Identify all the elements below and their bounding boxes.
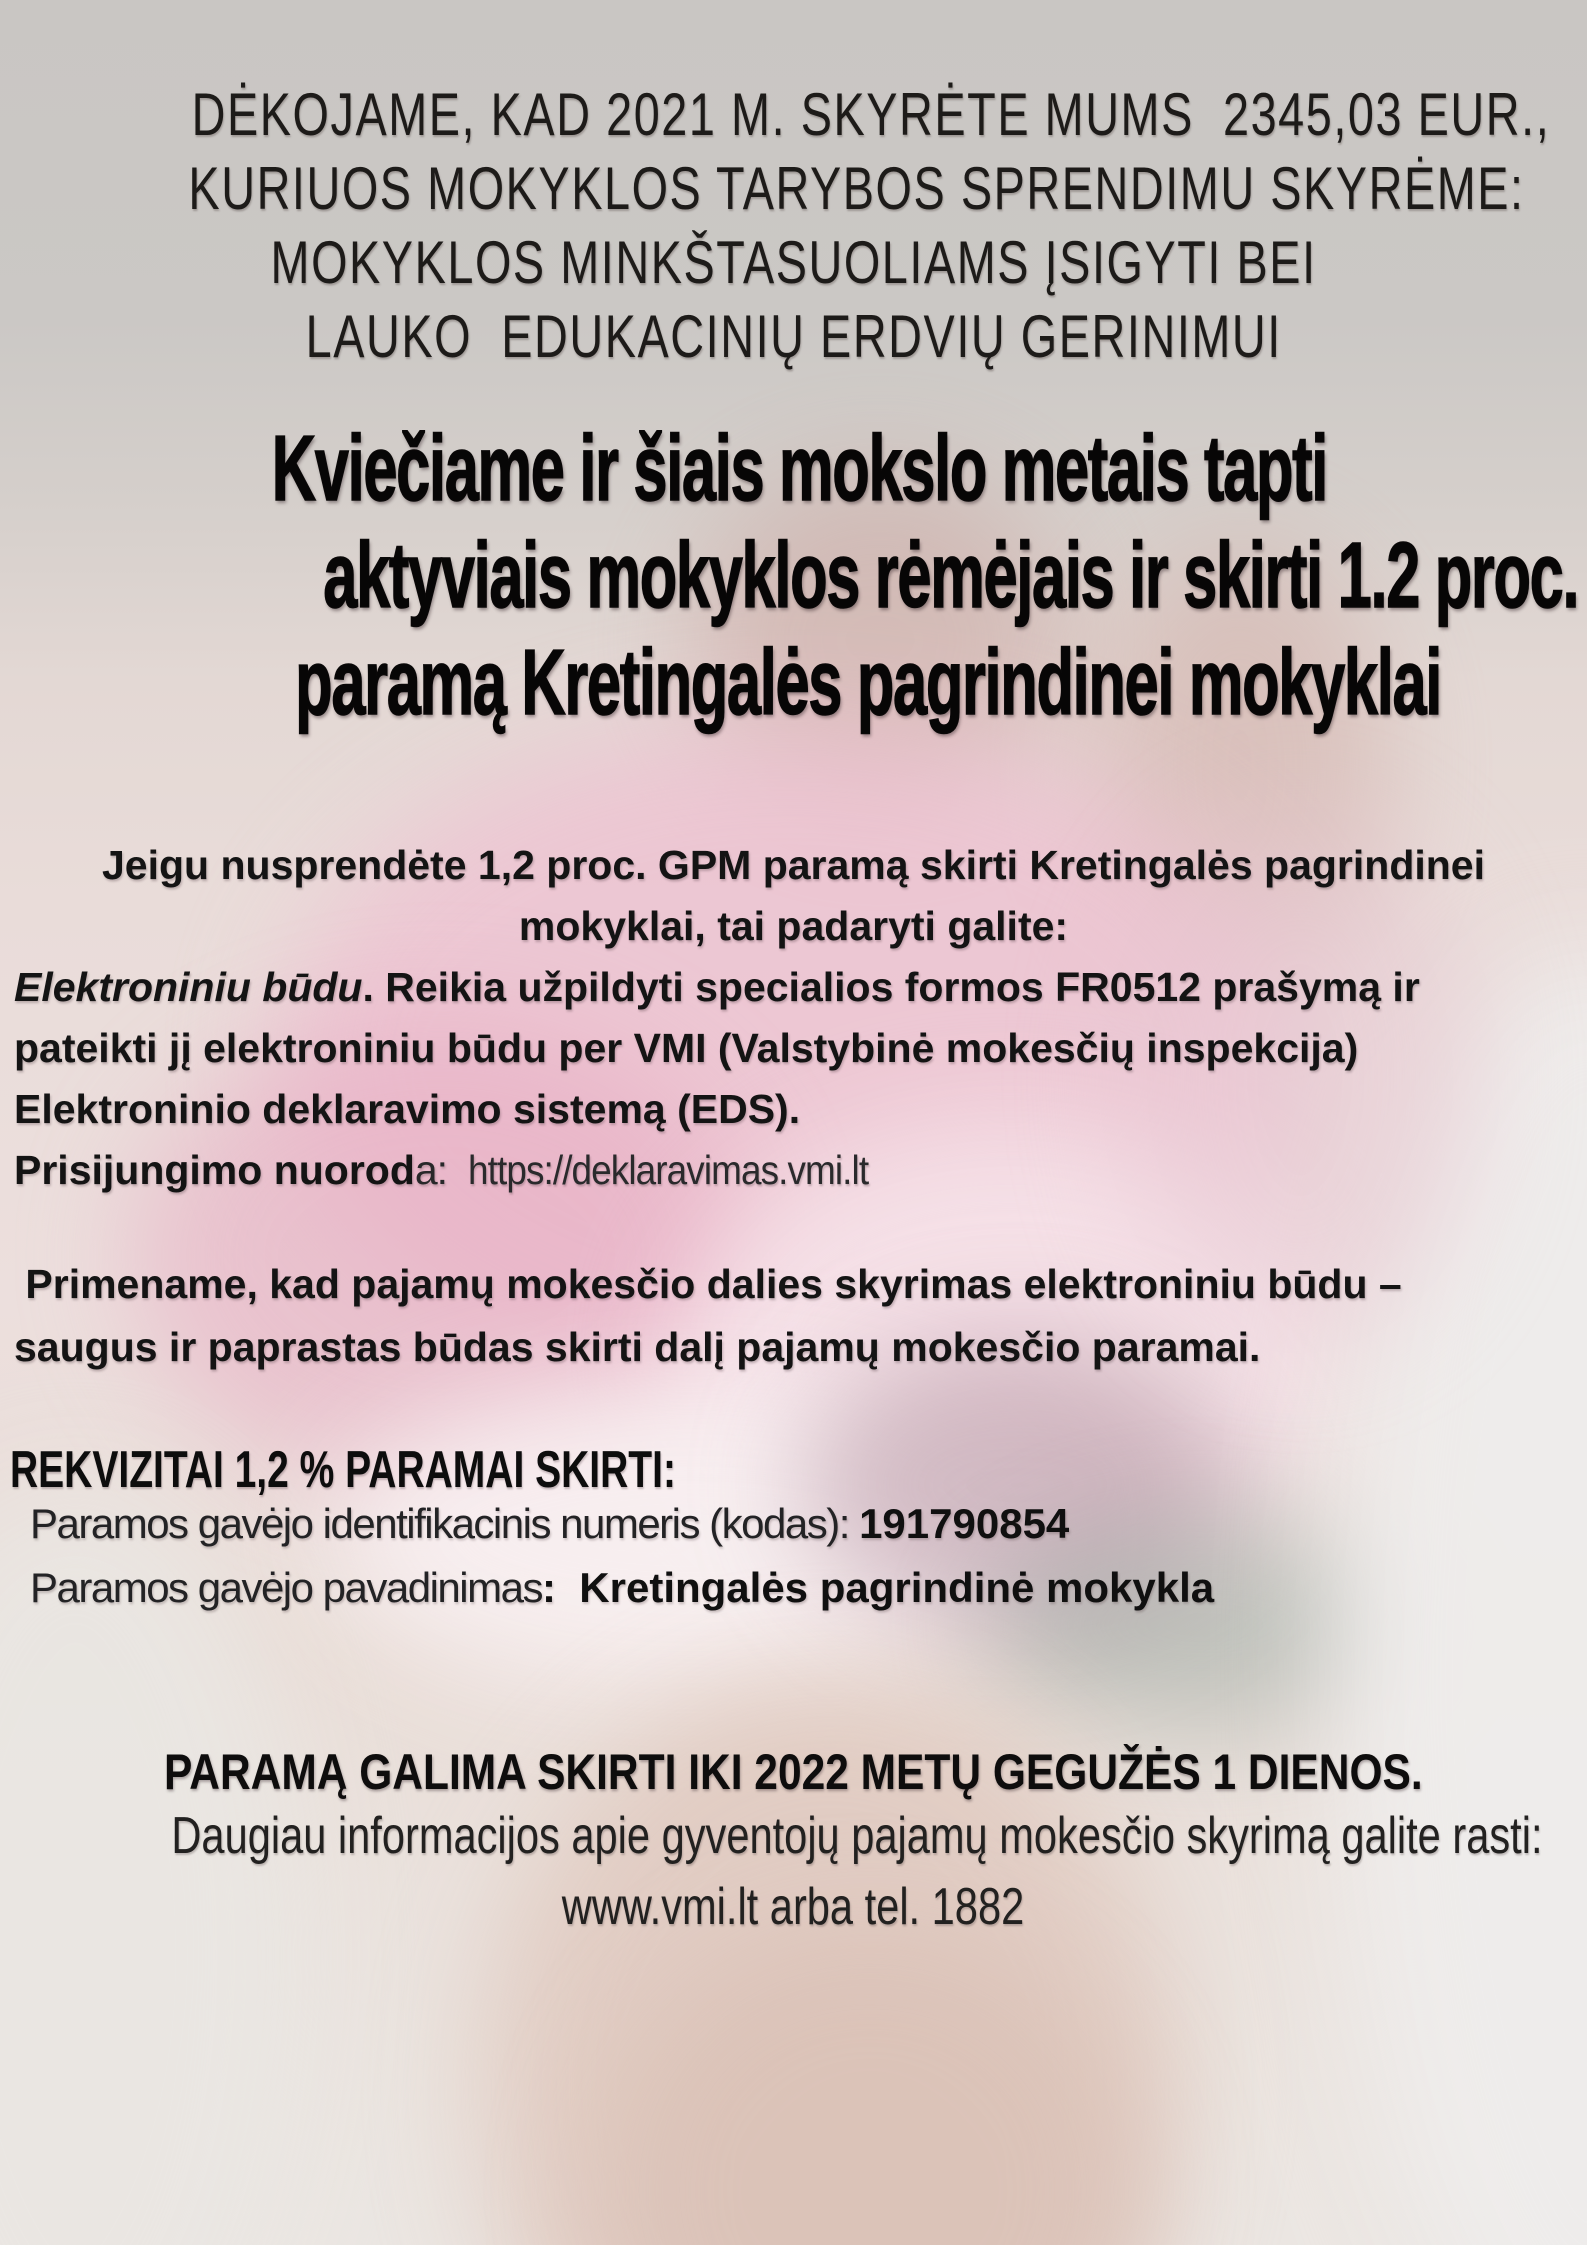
headline-line-1: Kviečiame ir šiais mokslo metais tapti xyxy=(271,416,1327,520)
instructions-section xyxy=(14,835,1573,1201)
method-emphasis: Elektroniniu būdu xyxy=(14,964,363,1010)
headline-line-3: paramą Kretingalės pagrindinei mokyklai xyxy=(295,630,1441,734)
thanks-line-4: LAUKO EDUKACINIŲ ERDVIŲ GERINIMUI xyxy=(305,303,1282,370)
contacts-line: www.vmi.lt arba tel. 1882 xyxy=(562,1878,1025,1936)
thanks-line-1: DĖKOJAME, KAD 2021 M. SKYRĖTE MUMS 2345,03 EUR., xyxy=(191,81,1551,148)
reminder-section xyxy=(14,1253,1573,1379)
thanks-note xyxy=(0,78,1587,374)
login-link-line xyxy=(14,1140,1573,1201)
reminder-line-2: saugus ir paprastas būdas skirti dalį pajamų mokesčio paramai. xyxy=(14,1324,1261,1370)
deadline-line: PARAMĄ GALIMA SKIRTI IKI 2022 METŲ GEGUŽĖS 1 DIENOS. xyxy=(164,1744,1423,1800)
thanks-line-2: KURIUOS MOKYKLOS TARYBOS SPRENDIMU SKYRĖME: xyxy=(188,155,1525,222)
instructions-intro-line-1: Jeigu nusprendėte 1,2 proc. GPM paramą skirti Kretingalės pagrindinei xyxy=(102,842,1485,888)
method-line-1: Elektroniniu būdu. Reikia užpildyti specialios formos FR0512 prašymą ir xyxy=(14,964,1420,1010)
declaration-url-text: https://deklaravimas.vmi.lt xyxy=(467,1147,869,1193)
recipient-id-line xyxy=(30,1492,1577,1556)
recipient-name-value: Kretingalės pagrindinė mokykla xyxy=(579,1564,1215,1611)
recipient-name-label: Paramos gavėjo pavadinimas xyxy=(30,1564,542,1611)
thanks-line-3: MOKYKLOS MINKŠTASUOLIAMS ĮSIGYTI BEI xyxy=(270,229,1317,296)
requisites-heading: REKVIZITAI 1,2 % PARAMAI SKIRTI: xyxy=(10,1441,676,1499)
method-line-2: pateikti jį elektroniniu būdu per VMI (Valstybinė mokesčių inspekcija) xyxy=(14,1025,1359,1071)
recipient-name-line xyxy=(30,1556,1577,1620)
instructions-intro-line-2: mokyklai, tai padaryti galite: xyxy=(518,903,1069,949)
recipient-id-value: 191790854 xyxy=(859,1500,1070,1547)
more-info-line: Daugiau informacijos apie gyventojų pajamų mokesčio skyrimą galite rasti: xyxy=(171,1807,1543,1865)
recipient-name-separator: : xyxy=(541,1564,580,1611)
login-link-label: Prisijungimo nuorod xyxy=(14,1147,415,1193)
reminder-line-1: Primename, kad pajamų mokesčio dalies skyrimas elektroniniu būdu – xyxy=(14,1261,1402,1307)
login-link-label-rest: a: xyxy=(414,1147,468,1193)
headline-line-2: aktyviais mokyklos rėmėjais ir skirti 1.2 proc. xyxy=(323,523,1579,627)
invitation-headline xyxy=(0,415,1587,736)
requisites-section xyxy=(30,1492,1577,1620)
recipient-id-label: Paramos gavėjo identifikacinis numeris (kodas): xyxy=(30,1500,860,1547)
method-line-3: Elektroninio deklaravimo sistemą (EDS). xyxy=(14,1086,801,1132)
